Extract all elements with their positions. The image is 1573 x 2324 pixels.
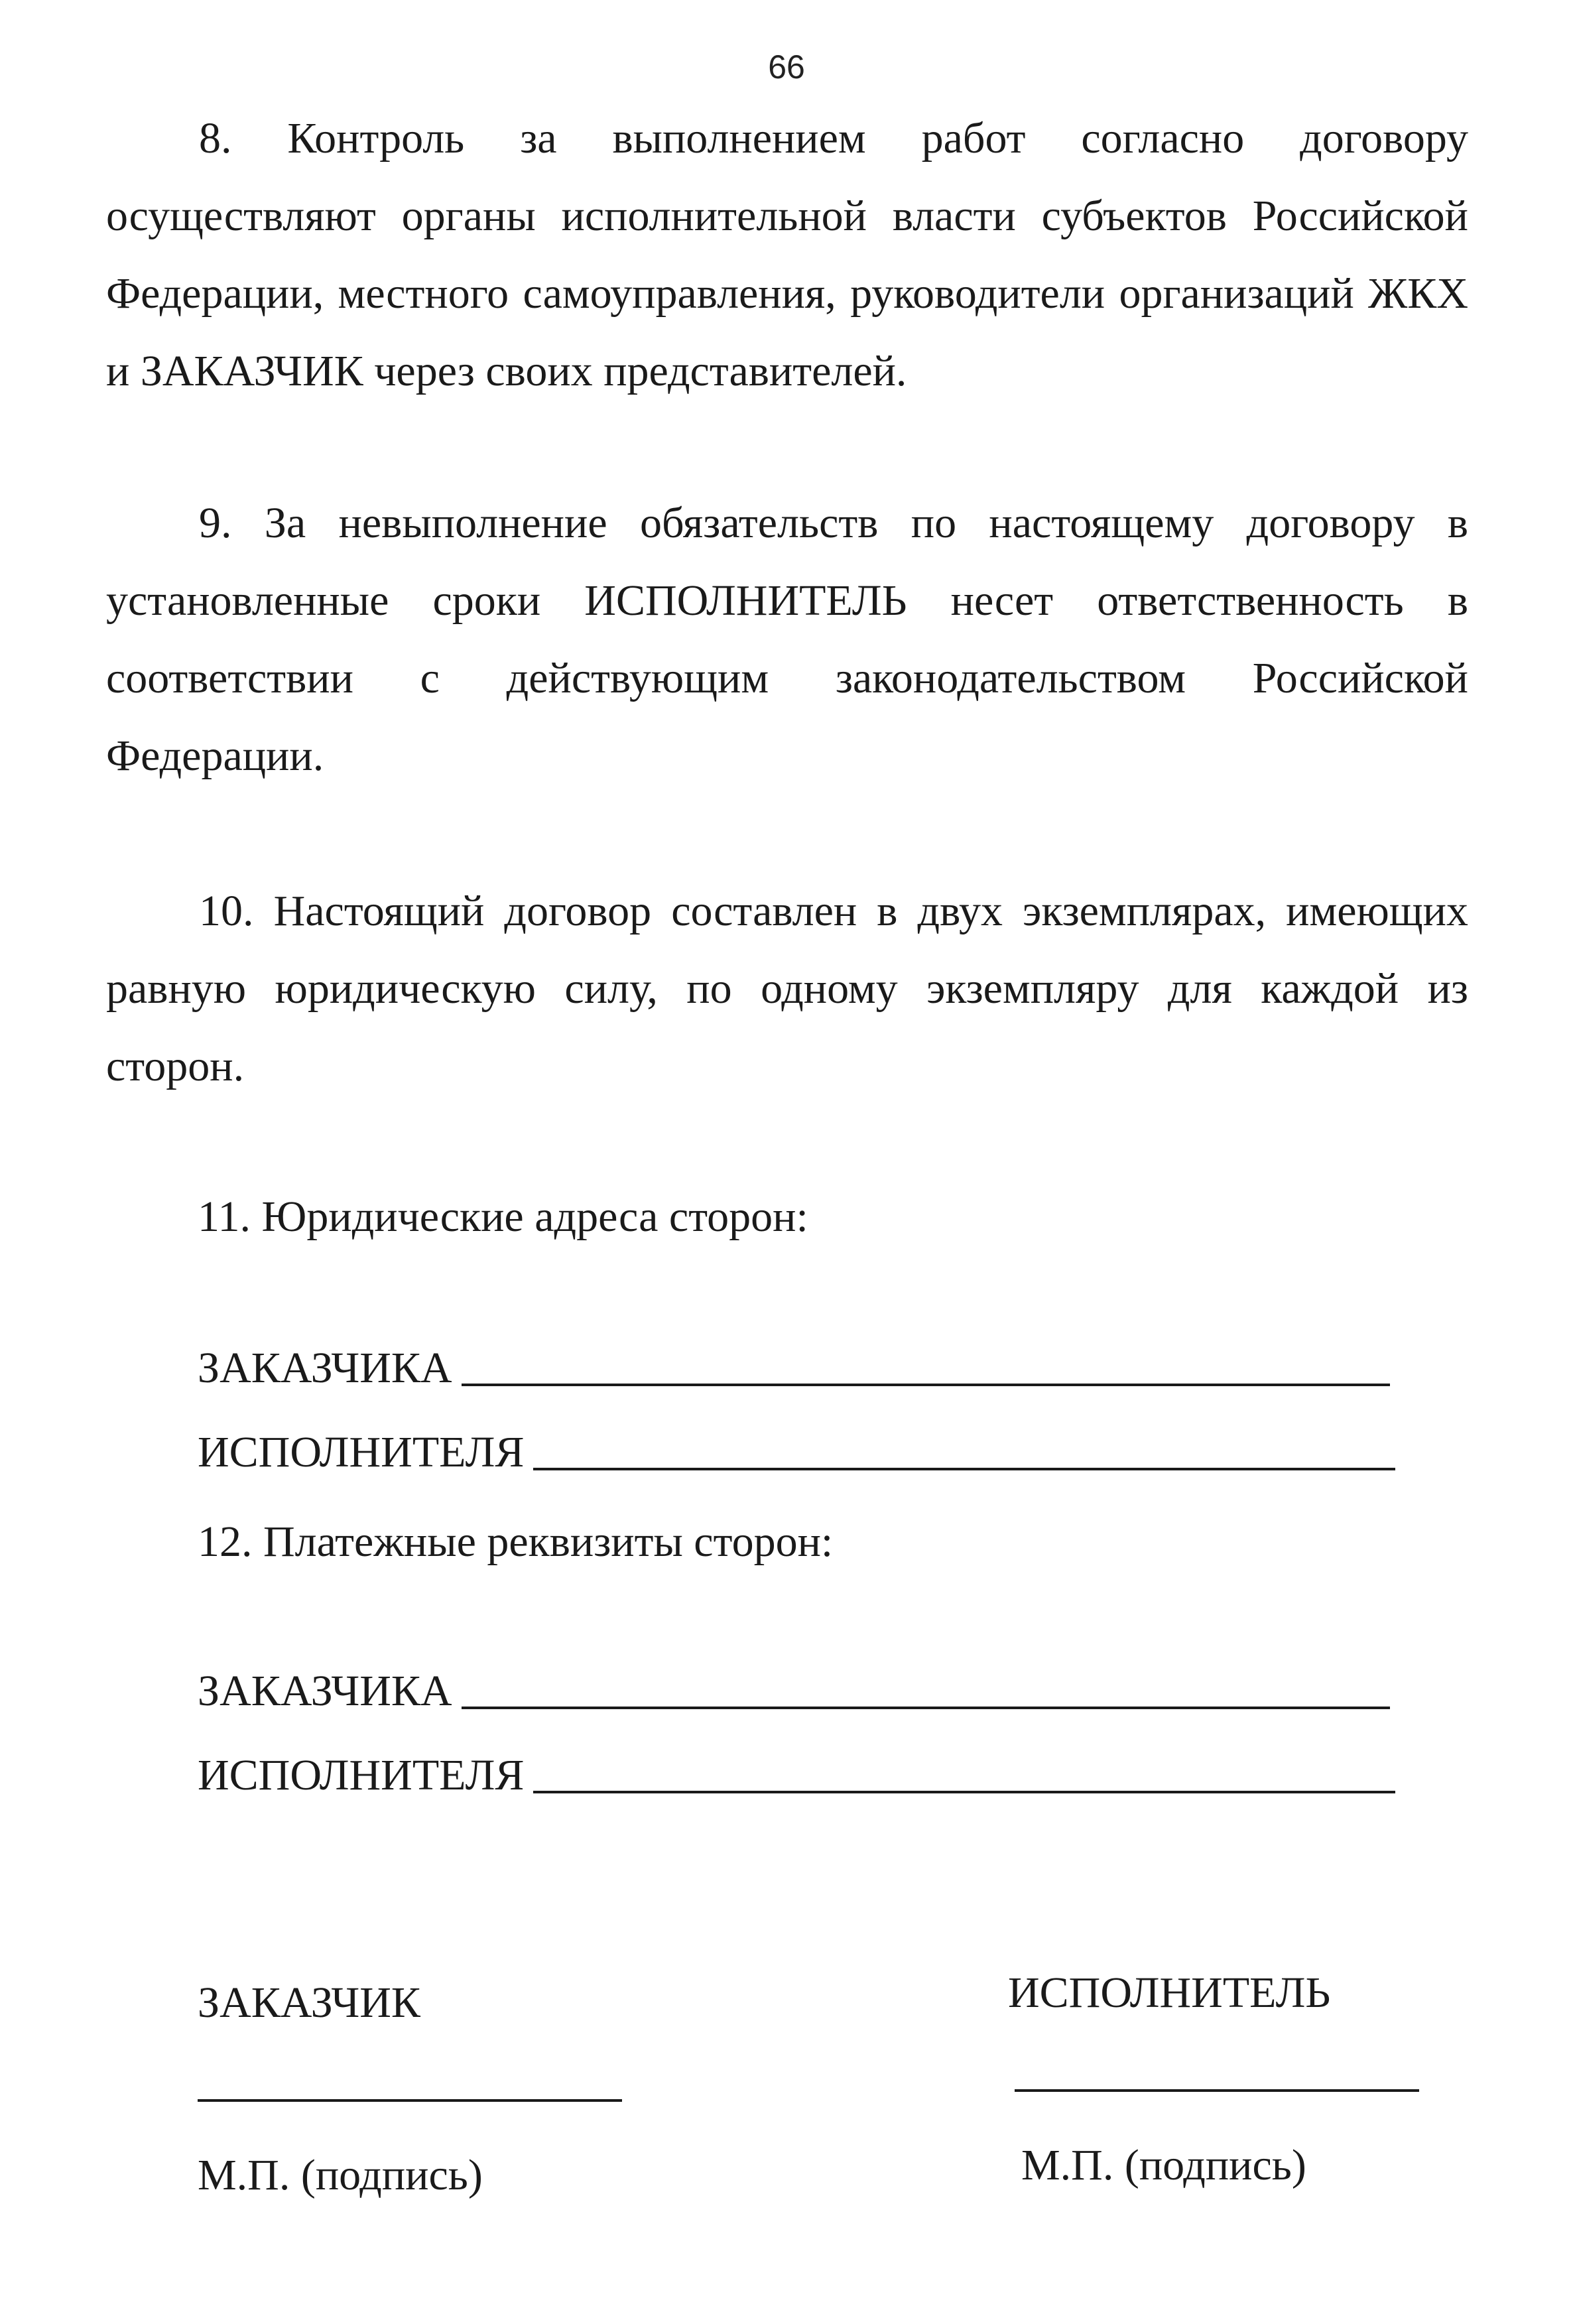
paragraph-8-text: 8. Контроль за выполнением работ согласно договору осуществляют органы исполнительной власти субъектов Российской Федерации, местного самоуправления, руководители организаций ЖКХ и ЗАКАЗЧИК через своих представителей. <box>106 114 1468 395</box>
customer-role-label: ЗАКАЗЧИК <box>198 1978 420 2027</box>
payment-contractor-label: ИСПОЛНИТЕЛЯ <box>198 1751 525 1799</box>
payment-contractor-row <box>198 1746 1395 1805</box>
contractor-role-label: ИСПОЛНИТЕЛЬ <box>1008 1969 1331 2017</box>
legal-address-contractor-row <box>198 1423 1395 1482</box>
contractor-signature-line[interactable] <box>1015 2089 1419 2092</box>
legal-address-customer-row <box>198 1338 1390 1398</box>
paragraph-9 <box>106 484 1468 795</box>
customer-stamp-signature-caption: М.П. (подпись) <box>198 2151 483 2199</box>
legal-address-customer-blank[interactable] <box>462 1384 1390 1386</box>
legal-address-customer-label: ЗАКАЗЧИКА <box>198 1344 452 1392</box>
paragraph-8 <box>106 99 1468 410</box>
legal-address-contractor-blank[interactable] <box>533 1468 1395 1470</box>
legal-address-contractor-label: ИСПОЛНИТЕЛЯ <box>198 1428 525 1476</box>
payment-customer-blank[interactable] <box>462 1707 1390 1709</box>
contractor-stamp-signature-caption: М.П. (подпись) <box>1021 2141 1306 2189</box>
payment-contractor-blank[interactable] <box>533 1791 1395 1793</box>
paragraph-9-text: 9. За невыполнение обязательств по настоящему договору в установленные сроки ИСПОЛНИТЕЛЬ несет ответственность в соответствии с действующим законодательством Российской Федерации. <box>106 499 1468 780</box>
payment-customer-row <box>198 1661 1390 1721</box>
payment-customer-label: ЗАКАЗЧИКА <box>198 1667 452 1715</box>
page-number: 66 <box>768 48 805 86</box>
paragraph-10 <box>106 872 1468 1105</box>
paragraph-10-text: 10. Настоящий договор составлен в двух экземплярах, имеющих равную юридическую силу, по одному экземпляру для каждой из сторон. <box>106 887 1468 1090</box>
customer-signature-line[interactable] <box>198 2099 622 2102</box>
payment-details-heading: 12. Платежные реквизиты сторон: <box>198 1517 834 1566</box>
legal-addresses-heading: 11. Юридические адреса сторон: <box>198 1193 808 1241</box>
